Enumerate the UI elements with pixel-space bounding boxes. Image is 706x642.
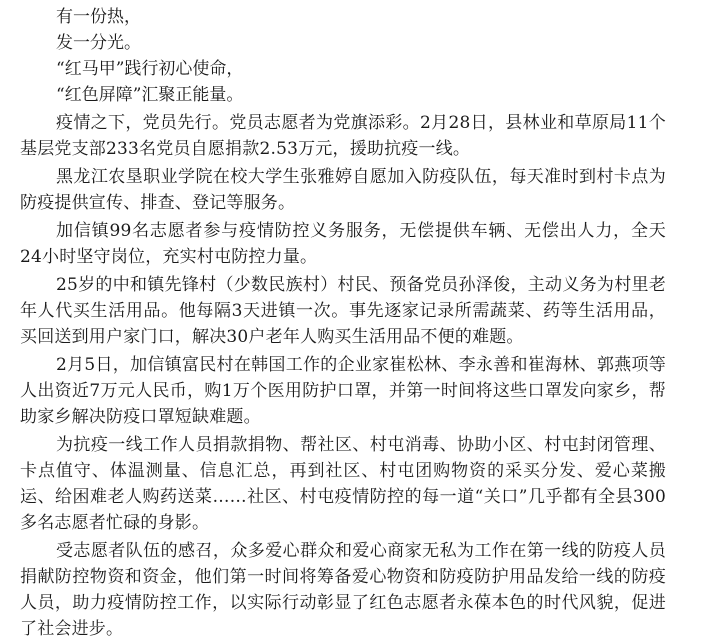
paragraph: 受志愿者队伍的感召，众多爱心群众和爱心商家无私为工作在第一线的防疫人员捐献防控物资和资金，他们第一时间将筹备爱心物资和防疫防护用品发给一线的防疫人员，助力疫情防控工作，以实际行动彰显了红色志愿者永葆本色的时代风貌，促进了社会进步。 (20, 541, 666, 639)
paragraph: 为抗疫一线工作人员捐款捐物、帮社区、村屯消毒、协助小区、村屯封闭管理、卡点值守、体温测量、信息汇总，再到社区、村屯团购物资的采买分发、爱心菜搬运、给困难老人购药送菜……社区、村屯疫情防控的每一道“关口”几乎都有全县300多名志愿者忙碌的身影。 (20, 435, 666, 533)
poem-line: “红色屏障”汇聚正能量。 (56, 85, 244, 105)
paragraph: 2月5日，加信镇富民村在韩国工作的企业家崔松林、李永善和崔海林、郭燕项等人出资近7万元人民币，购1万个医用防护口罩，并第一时间将这些口罩发向家乡，帮助家乡解决防疫口罩短缺难题。 (20, 355, 666, 427)
paragraph: 疫情之下，党员先行。党员志愿者为党旗添彩。2月28日，县林业和草原局11个基层党支部233名党员自愿捐款2.53万元，援助抗疫一线。 (20, 113, 666, 159)
paragraph: 25岁的中和镇先锋村（少数民族村）村民、预备党员孙泽俊，主动义务为村里老年人代买生活用品。他每隔3天进镇一次。事先逐家记录所需蔬菜、药等生活用品，买回送到用户家门口，解决30户老年人购买生活用品不便的难题。 (20, 275, 666, 347)
paragraph: 加信镇99名志愿者参与疫情防控义务服务，无偿提供车辆、无偿出人力，全天24小时坚守岗位，充实村屯防控力量。 (20, 221, 666, 267)
paragraph: 黑龙江农垦职业学院在校大学生张雅婷自愿加入防疫队伍，每天准时到村卡点为防疫提供宣传、排查、登记等服务。 (20, 167, 666, 213)
poem-line: 有一份热， (56, 7, 141, 27)
poem-line: “红马甲”践行初心使命， (56, 59, 244, 79)
poem-line: 发一分光。 (56, 33, 141, 53)
